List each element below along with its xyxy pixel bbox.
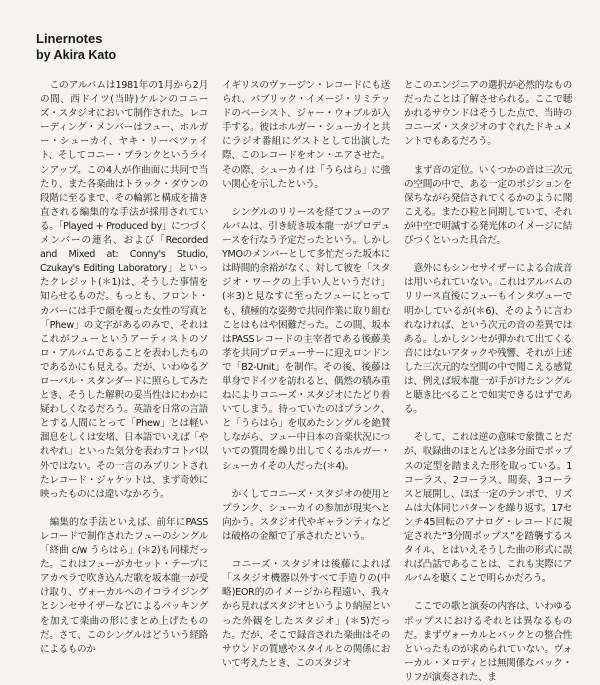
paragraph: そして、これは逆の意味で象徴ことだが、収録曲のほとんどは多分面でポップスの定型を踏まえた形を取っている。1コーラス、2コーラス、間奏、3コーラスと展開し、ほぼ一定のテンポで、リズムは大体同じパターンを繰り返す。17センチ45回転のアナログ・レコードに規定された“3分間ポップス”を踏襲するスタイル、とはいえそうした曲の形式に誤れば凸話であることは、これも実際にアルバムを聴くことで明らかだろう。 xyxy=(404,432,572,585)
paragraph: 意外にもシンセサイザーによる合成音は用いられていない。これはアルバムのリリース直後にフューもインタヴューで明かしているが(＊6)、そのように言われなければ、という次元の音の差異ではある。しかしシンセが弾かれて出てくる音にはないアタックや残響、それが上述した三次元的な空間の中で聞こえる感覚は、例えば坂本龍一が手がけたシングルと聴き比べることで如実できるはずである。 xyxy=(404,263,572,416)
text-column-2 xyxy=(222,79,390,669)
paragraph: とこのエンジニアの選択が必然的なものだったことは了解させられる。ここで聴かれるサウンドはそうした点で、当時のコニーズ・スタジオのすぐれたドキュメントでもあるだろう。 xyxy=(404,80,572,148)
paragraph: イギリスのヴァージン・レコードにも送られ、パブリック・イメージ・リミテッドのベーシスト、ジャー・ウォブルが入手する。彼はホルガー・シューカイと共にラジオ番組にゲストとして出演した際、このレコードをオン・エアさせた。その際、シューカイは「うらはら」に強い関心を示したという。 xyxy=(222,80,390,190)
paragraph: ここでの歌と演奏の内容は、いわゆるポップスにおけるそれとは異なるものだ。まずヴォーカルとバックとの整合性といったものが求められていない。ヴォーカル・メロディとは無関係なバック・リフが演奏された、ま xyxy=(404,601,572,683)
paragraph: 編集的な手法といえば、前年にPASSレコードで制作されたフューのシングル「終曲 c/w うらはら」(＊2)も同様だった。これはフューがカセット・テープにアカペラで吹き込んだ歌を坂本龍一が受け取り、ヴォーカルへのイコライジングとシンセサイザーなどによるバッキングを加えて楽曲の形にまとめ上げたものだ。さて、このシングルはどういう経路によるものか xyxy=(40,516,208,655)
header xyxy=(36,30,116,64)
author-byline: by Akira Kato xyxy=(36,48,117,62)
paragraph: かくしてコニーズ・スタジオの使用とプランク、シューカイの参加が現実へと向かう。スタジオ代やギャランティなどは破格の金額で了承されたという。 xyxy=(222,488,390,542)
text-column-3 xyxy=(404,79,572,683)
text-column-1 xyxy=(40,79,208,655)
paragraph: まず音の定位。いくつかの音は三次元の空間の中で、ある一定のポジションを保ちながら発信されてくるかのように聞こえる。またひ粒と同期していて、それが中空で明滅する発光体のイメージに結びつくといった具合だ。 xyxy=(404,164,572,247)
paragraph: コニーズ・スタジオは後藤によれば「スタジオ機器以外すべて手造りの(中略)EOR的のイメージから程遠い、我々から見ればスタジオというより納屋といった外観をしたスタジオ」(＊5)だった。だが、そこで録音された楽曲はそのサウンドの質感やスタイルとの関係において考えたとき、このスタジオ xyxy=(222,559,390,669)
paragraph: このアルバムは1981年の1月から2月の間、西ドイツ(当時)ケルンのコニーズ・スタジオにおいて制作された。レコーディング・メンバーはフュー、ホルガー・シューカイ、ヤキ・リーベツァイト、そしてコニー・プランクというラインアップ。この4人が作曲面に共同で当たり、また各楽曲はトラック・ダウンの段階に至るまで、その輪郭と構成を描き直される編集的な手法が採用されている。「Played + Produced by」につづくメンバーの連名、および「Recorded and Mixed at: Conny's Studio, Czukay's Editing Laboratory」といったクレジット(＊1)は、そうした事情を知らせるものだ。もっとも、フロント・カバーには手で顔を覆った女性の写真と「Phew」の文字があるのみで、それはこれがフューというアーティストのソロ・アルバムであることを表わしたものであるかにも見える。だが、いわゆるグローバル・スタンダードに照らしてみたとき、そうした解釈の妥当性はにわかに疑わしくなるだろう。英語を日常の言語とする人間にとって「Phew」とは軽い溜息をしくは安堵、日本語でいえば「やれやれ」といった気分を表わすコトバ以外ではない。その一言のみプリントされたレコード・ジャケットは、まず奇妙に映ったものには違いなかろう。 xyxy=(40,80,208,500)
paragraph: シングルのリリースを経てフューのアルバムは、引き続き坂本龍一がプロデュースを行なう予定だったという。しかしYMOのメンバーとして多忙だった坂本には時間的余裕がなく、対して彼を「スタジオ・ワークの上手い人というだけ」(＊3)と見なすに至ったフューにとっても、積極的な姿勢で共同作業に取り組むことはもはや困難だった。この間、坂本はPASSレコードの主宰者である後藤美孝を共同プロデューサーに迎えロンドンで「B2-Unit」を制作。その後、後藤は単身でドイツを訪れると、偶然の積み重ねによりコニーズ・スタジオにたどり着いてしまう。待っていたのはプランク、と「うらはら」を収めたシングルを絶賛しながら、フュー中日本の音楽状況についての質問を繰り出してくるホルガー・シューカイその人だった(＊4)。 xyxy=(222,206,390,472)
linernotes-title: Linernotes xyxy=(36,31,103,46)
